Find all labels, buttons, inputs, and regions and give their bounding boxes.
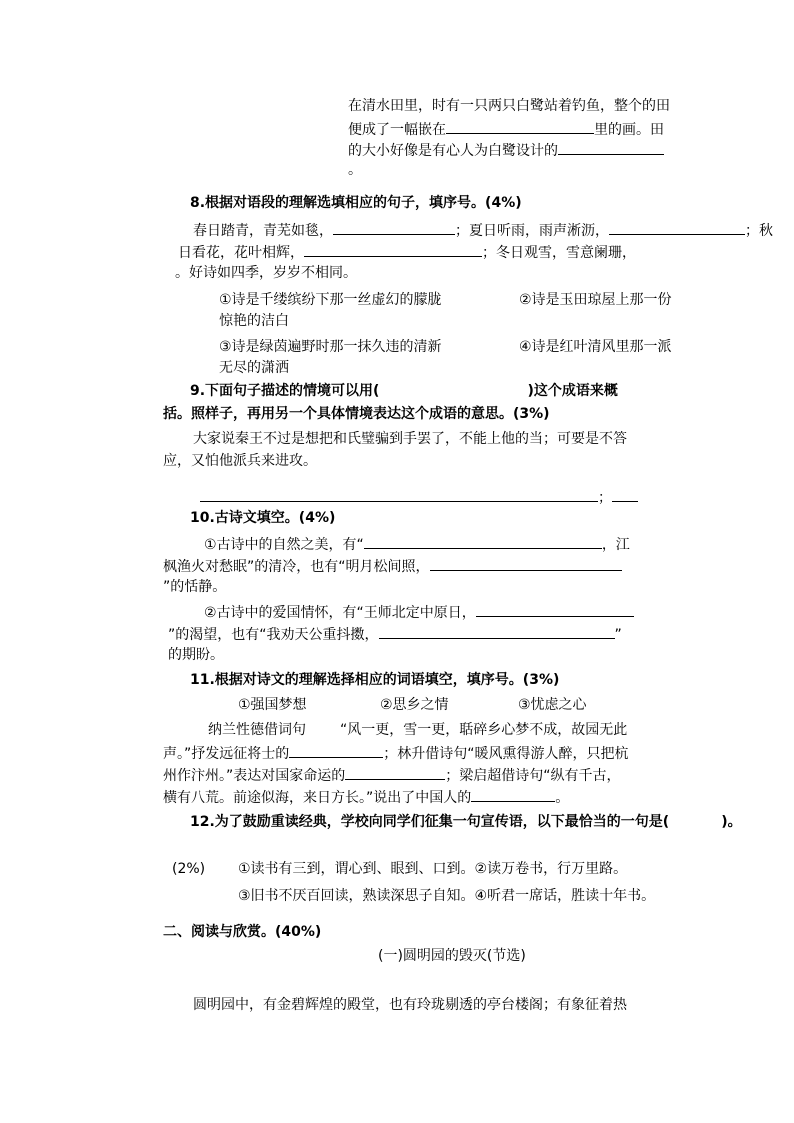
q8-option-3: ③诗是绿茵遍野时那一抹久违的清新 [219, 339, 442, 355]
blank-line[interactable] [612, 486, 638, 502]
q11-text: 州作汴州。”表达对国家命运的 [163, 768, 346, 784]
q10-text: ②古诗中的爱国情怀，有“王师北定中原日， [204, 605, 476, 621]
passage-text: 里的画。田 [594, 122, 664, 138]
q11-text: 。 [555, 790, 570, 806]
q12-options-1-2: ①读书有三到，谓心到、眼到、口到。②读万卷书，行万里路。 [238, 861, 628, 877]
blank-line[interactable] [364, 533, 602, 549]
passage-line-3 [348, 139, 664, 161]
blank-line[interactable] [304, 241, 482, 257]
q11-text: “风一更，雪一更，聒碎乡心梦不成，故园无此 [340, 722, 628, 738]
q10-text: ①古诗中的自然之美，有“ [204, 537, 364, 553]
blank-line[interactable] [558, 139, 664, 155]
q10-line-1 [204, 533, 630, 555]
q9-paragraph-2: 应，又怕他派兵来进攻。 [163, 453, 317, 469]
blank-line[interactable] [430, 555, 622, 571]
q12-options-3-4: ③旧书不厌百回读，熟读深思子自知。④听君一席话，胜读十年书。 [238, 888, 656, 904]
q11-text: 横有八荒。前途似海，来日方长。”说出了中国人的 [163, 790, 472, 806]
passage-line-4: 。 [348, 162, 362, 178]
q9-title-text: 9.下面句子描述的情境可以用( [190, 383, 380, 399]
q8-text: 春日踏青，青芜如毯， [193, 223, 333, 239]
q8-option-4-cont: 无尽的潇洒 [219, 360, 289, 376]
section-2-paragraph-1: 圆明园中，有金碧辉煌的殿堂，也有玲珑剔透的亭台楼阁；有象征着热 [193, 997, 627, 1013]
q10-line-4 [204, 601, 634, 623]
q11-text: ；梁启超借诗句“纵有千古， [445, 768, 621, 784]
passage-text: 便成了一幅嵌在 [348, 122, 446, 138]
blank-line[interactable] [289, 742, 383, 758]
q11-option-1: ①强国梦想 [238, 697, 307, 713]
section-2-title: 二、阅读与欣赏。(40%) [163, 924, 322, 940]
blank-line[interactable] [333, 219, 455, 235]
q8-option-2-cont: 惊艳的洁白 [219, 313, 289, 329]
q8-option-4: ④诗是红叶清风里那一派 [519, 339, 672, 355]
q8-line-3: 。好诗如四季，岁岁不相同。 [175, 265, 357, 281]
blank-line[interactable] [446, 118, 594, 134]
q11-text: ；林升借诗句“暖风熏得游人醉，只把杭 [383, 746, 629, 762]
blank-line[interactable] [471, 786, 555, 802]
q10-text: 枫渔火对愁眠”的清冷，也有“明月松间照， [163, 559, 430, 575]
question-9-title-cont: 括。照样子，再用另一个具体情境表达这个成语的意思。(3%) [163, 406, 550, 422]
question-12-title [190, 812, 742, 832]
q11-line-4 [163, 786, 569, 808]
q9-answer-line [200, 486, 638, 508]
passage-line-1: 在清水田里，时有一只两只白鹭站着钓鱼，整个的田 [348, 98, 670, 114]
q12-title-text: 12.为了鼓励重读经典，学校向同学们征集一句宣传语，以下最恰当的一句是( [190, 814, 670, 830]
q8-line-1 [193, 219, 773, 241]
q10-line-3: ”的恬静。 [163, 579, 227, 595]
q10-line-5 [168, 623, 622, 645]
q8-text: 日看花，花叶相辉， [178, 245, 304, 261]
section-2-subtitle: (一)圆明园的毁灭(节选) [378, 948, 526, 964]
q10-line-2 [163, 555, 622, 577]
blank-line[interactable] [476, 601, 634, 617]
passage-line-2 [348, 118, 664, 140]
q8-line-2 [178, 241, 636, 263]
question-8-title: 8.根据对语段的理解选填相应的句子，填序号。(4%) [190, 195, 522, 211]
q8-text: ；夏日听雨，雨声淅沥， [455, 223, 609, 239]
q11-line-1 [208, 720, 627, 740]
q10-text: ”的渴望，也有“我劝天公重抖擞， [168, 627, 379, 643]
blank-line[interactable] [609, 219, 745, 235]
question-10-title: 10.古诗文填空。(4%) [190, 510, 336, 526]
q8-option-1: ①诗是千缕缤纷下那一丝虚幻的朦胧 [219, 292, 442, 308]
q11-text: 声。”抒发远征将士的 [163, 746, 290, 762]
q11-option-2: ②思乡之情 [380, 697, 449, 713]
q8-text: ；冬日观雪，雪意阑珊， [482, 245, 636, 261]
q10-text: ，江 [601, 537, 630, 553]
q11-text: 纳兰性德借词句 [208, 722, 306, 738]
q11-line-2 [163, 742, 629, 764]
q8-option-2: ②诗是玉田琼屋上那一份 [519, 292, 672, 308]
blank-line[interactable] [345, 764, 445, 780]
question-9-title [190, 381, 618, 401]
q12-title-text: )。 [721, 814, 742, 830]
q11-line-3 [163, 764, 621, 786]
question-11-title: 11.根据对诗文的理解选择相应的词语填空，填序号。(3%) [190, 672, 560, 688]
passage-text: 的大小好像是有心人为白鹭设计的 [348, 143, 558, 159]
q9-paragraph-1: 大家说秦王不过是想把和氏璧骗到手罢了，不能上他的当；可要是不答 [193, 431, 627, 447]
q11-option-3: ③忧虑之心 [518, 697, 587, 713]
q9-separator: ； [598, 490, 612, 506]
q8-text: ；秋 [745, 223, 773, 239]
q12-score: (2%) [172, 861, 206, 877]
q9-title-text: )这个成语来概 [527, 383, 618, 399]
blank-line[interactable] [200, 486, 598, 502]
q10-text: ” [614, 627, 622, 643]
q10-line-6: 的期盼。 [168, 647, 224, 663]
blank-line[interactable] [379, 623, 615, 639]
